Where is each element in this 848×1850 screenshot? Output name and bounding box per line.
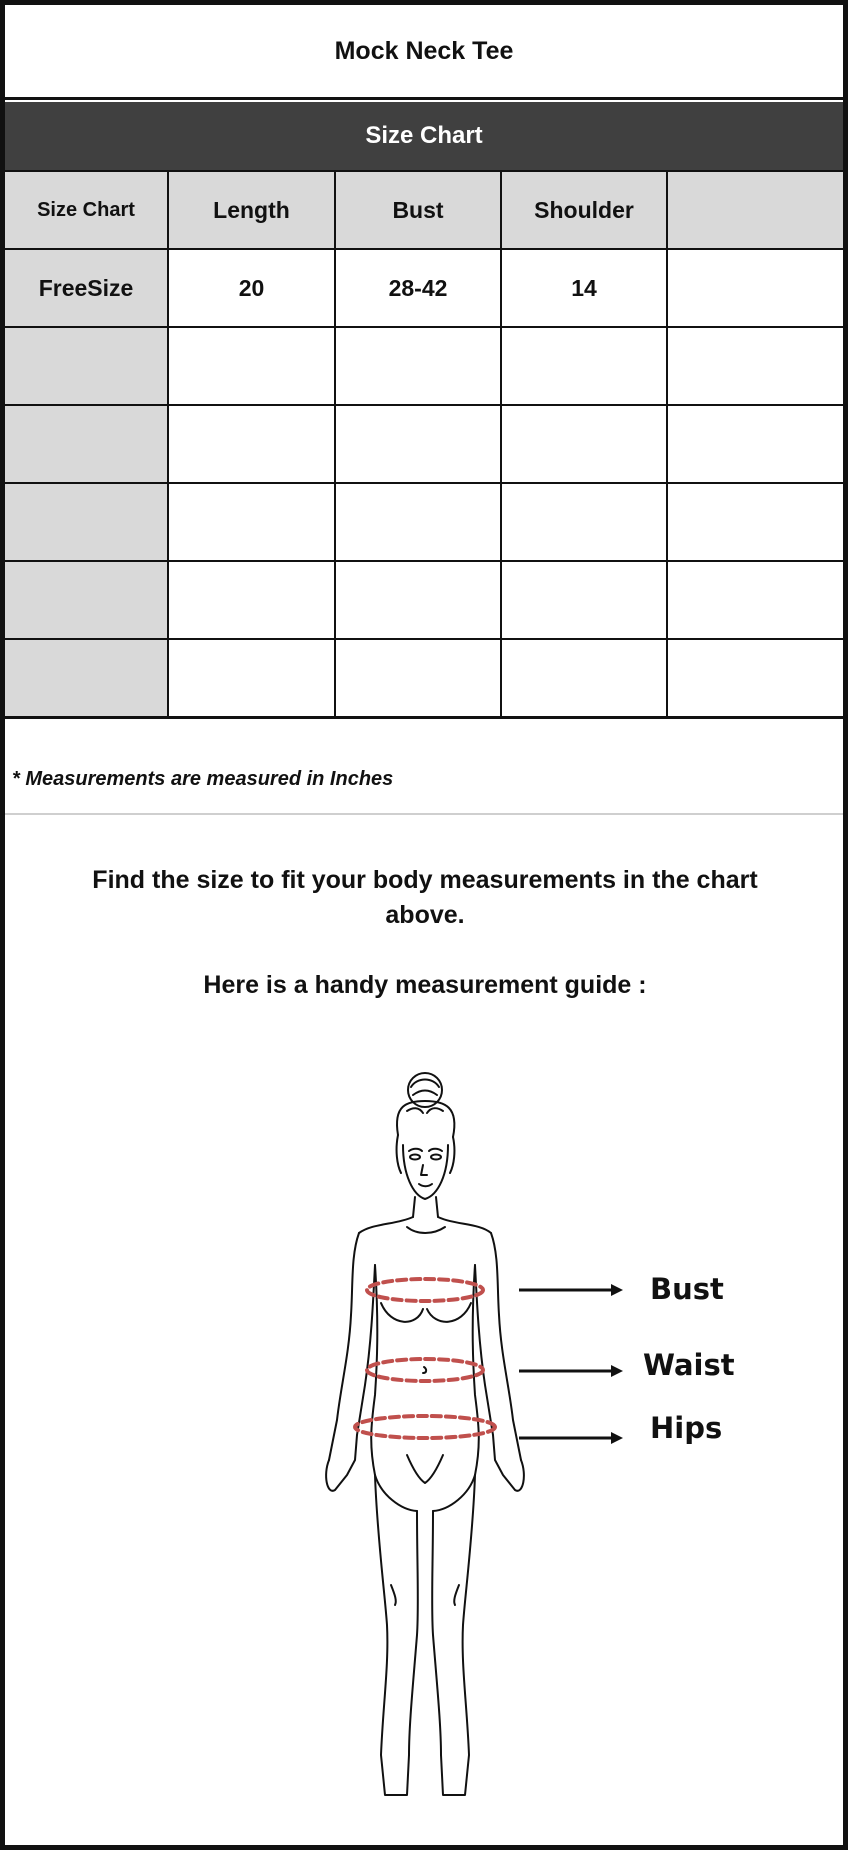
cell-shoulder <box>501 483 667 561</box>
column-header-length: Length <box>168 171 335 249</box>
cell-shoulder <box>501 561 667 639</box>
product-title: Mock Neck Tee <box>5 5 843 100</box>
cell-length <box>168 327 335 405</box>
cell-length <box>168 639 335 717</box>
table-row <box>5 405 843 483</box>
cell-extra <box>667 561 843 639</box>
table-header-row <box>5 171 843 249</box>
column-header-shoulder: Shoulder <box>501 171 667 249</box>
table-row <box>5 249 843 327</box>
cell-bust <box>335 405 501 483</box>
cell-size <box>5 561 168 639</box>
cell-shoulder <box>501 639 667 717</box>
cell-size <box>5 405 168 483</box>
cell-length <box>168 483 335 561</box>
cell-bust: 28-42 <box>335 249 501 327</box>
table-row <box>5 639 843 717</box>
cell-extra <box>667 483 843 561</box>
column-header-size: Size Chart <box>5 171 168 249</box>
label-bust: Bust <box>650 1272 724 1306</box>
column-header-bust: Bust <box>335 171 501 249</box>
label-hips: Hips <box>650 1411 723 1445</box>
section-divider <box>5 813 843 815</box>
cell-shoulder <box>501 405 667 483</box>
cell-bust <box>335 327 501 405</box>
cell-size <box>5 639 168 717</box>
cell-length <box>168 405 335 483</box>
cell-size <box>5 327 168 405</box>
table-row <box>5 483 843 561</box>
cell-extra <box>667 405 843 483</box>
cell-extra <box>667 639 843 717</box>
cell-extra <box>667 249 843 327</box>
size-table <box>5 170 843 719</box>
measurement-arrows <box>515 1275 625 1455</box>
cell-shoulder <box>501 327 667 405</box>
cell-extra <box>667 327 843 405</box>
cell-bust <box>335 561 501 639</box>
label-waist: Waist <box>643 1348 735 1382</box>
guide-intro: Find the size to fit your body measurements in the chart above. <box>92 866 758 929</box>
cell-size <box>5 483 168 561</box>
measurement-note: * Measurements are measured in Inches <box>12 768 394 790</box>
cell-size: FreeSize <box>5 249 168 327</box>
cell-length <box>168 561 335 639</box>
size-chart-banner: Size Chart <box>5 102 843 170</box>
cell-length: 20 <box>168 249 335 327</box>
cell-shoulder: 14 <box>501 249 667 327</box>
table-row <box>5 561 843 639</box>
column-header-empty <box>667 171 843 249</box>
table-row <box>5 327 843 405</box>
cell-bust <box>335 639 501 717</box>
cell-bust <box>335 483 501 561</box>
guide-subtitle: Here is a handy measurement guide : <box>203 971 647 999</box>
